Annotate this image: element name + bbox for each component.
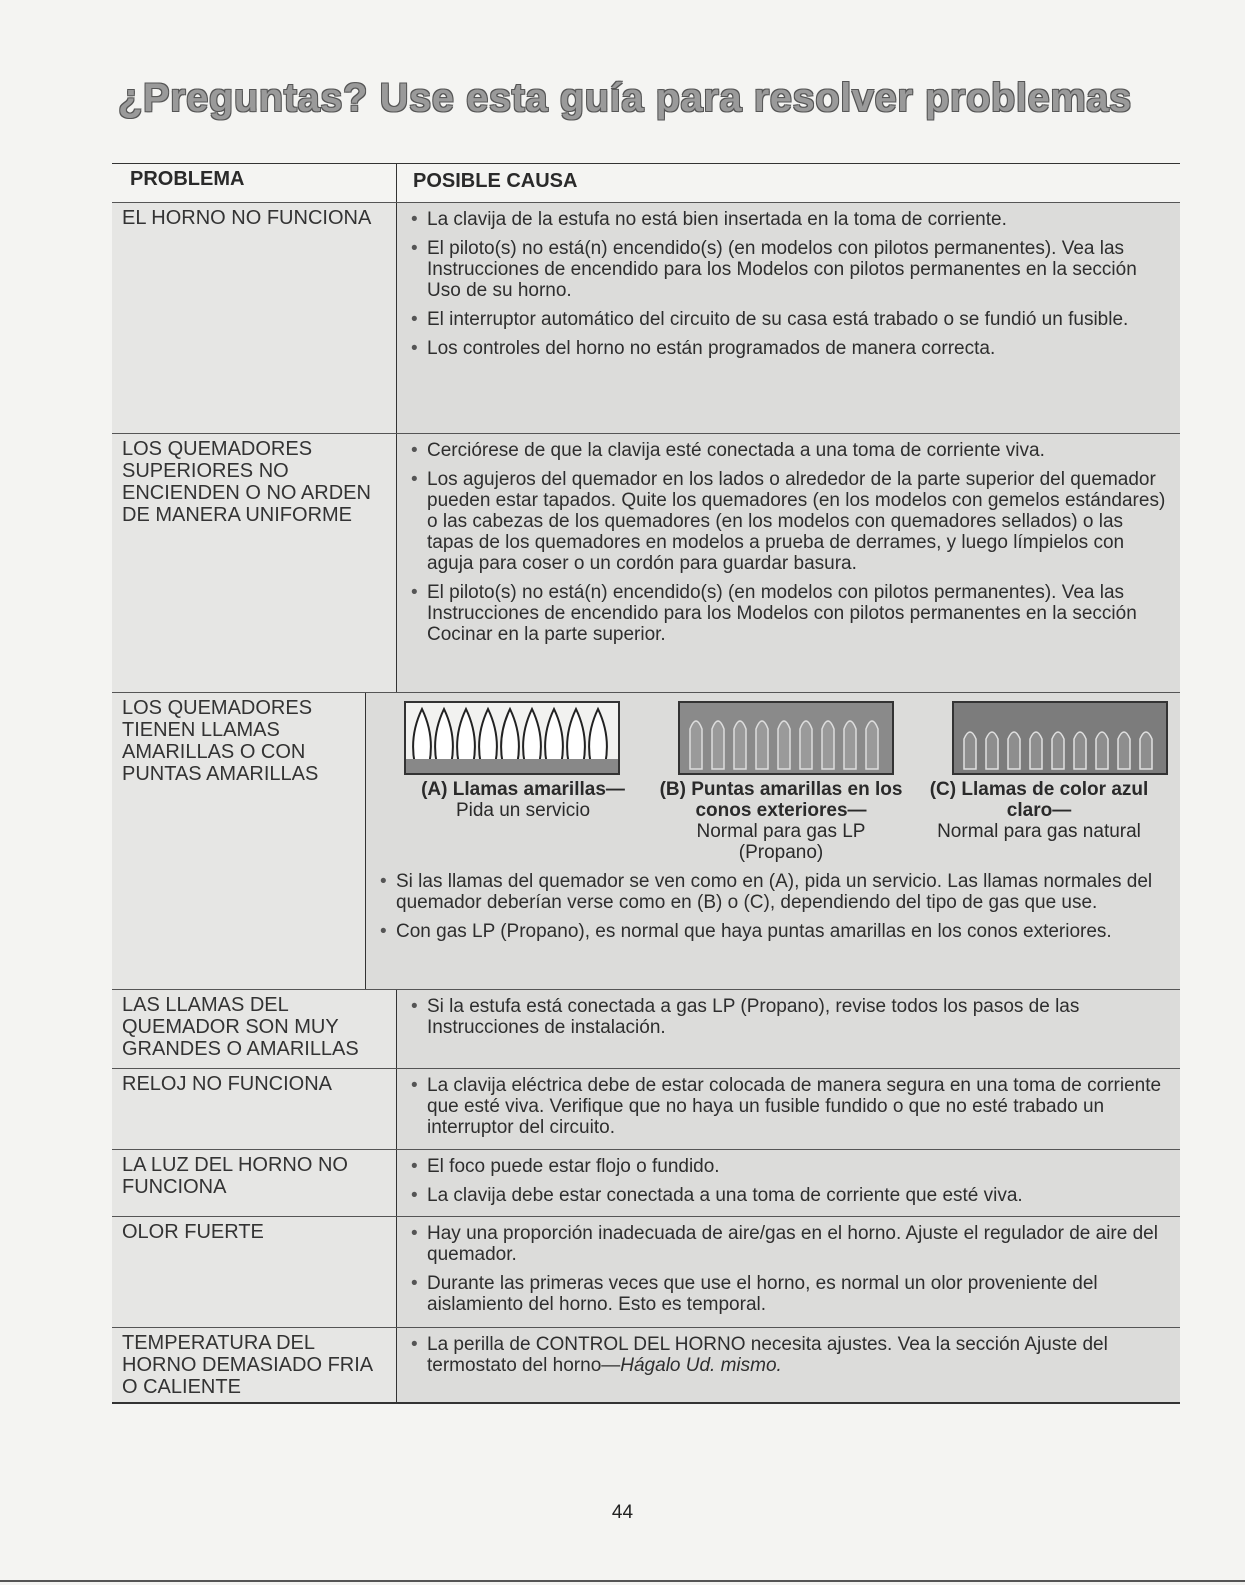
- problem-cell: OLOR FUERTE: [112, 1217, 397, 1327]
- problem-cell: LOS QUEMADORES SUPERIORES NO ENCIENDEN O NO ARDEN DE MANERA UNIFORME: [112, 434, 397, 692]
- yellow-tipped-flames-icon: [678, 701, 894, 775]
- table-row: [112, 692, 1180, 989]
- yellow-flames-icon: [404, 701, 620, 775]
- cause-cell: [397, 203, 1180, 433]
- cause-item: • Si la estufa está conectada a gas LP (Propano), revise todos los pasos de las Instrucciones de instalación.: [411, 996, 1174, 1038]
- cause-cell: [366, 693, 1180, 989]
- cause-cell: [397, 1217, 1180, 1327]
- cause-item: • El piloto(s) no está(n) encendido(s) (en modelos con pilotos permanentes). Vea las Instrucciones de encendido para los Modelos con pilotos permanentes en la sección Cocinar en la parte superior.: [411, 582, 1174, 645]
- cause-item: • El piloto(s) no está(n) encendido(s) (en modelos con pilotos permanentes). Vea las Instrucciones de encendido para los Modelos con pilotos permanentes en la sección Uso de su horno.: [411, 238, 1174, 301]
- cause-cell: [397, 1069, 1180, 1149]
- problem-cell: LA LUZ DEL HORNO NO FUNCIONA: [112, 1150, 397, 1216]
- page-title: ¿Preguntas? Use esta guía para resolver problemas: [118, 76, 1132, 120]
- flame-caption: (B) Puntas amarillas en los conos exteriores— Normal para gas LP (Propano): [659, 779, 903, 863]
- cause-cell: [397, 990, 1180, 1068]
- header-cause: POSIBLE CAUSA: [413, 170, 578, 192]
- cause-item: • Durante las primeras veces que use el horno, es normal un olor proveniente del aislamiento del horno. Esto es temporal.: [411, 1273, 1174, 1315]
- cause-item: • El interruptor automático del circuito de su casa está trabado o se fundió un fusible.: [411, 309, 1174, 330]
- cause-item: • Si las llamas del quemador se ven como en (A), pida un servicio. Las llamas normales del quemador deberían verse como en (B) o (C), dependiendo del tipo de gas que use.: [380, 871, 1174, 913]
- page-number: 44: [611, 1502, 634, 1523]
- cause-item: • La clavija de la estufa no está bien insertada en la toma de corriente.: [411, 209, 1174, 230]
- problem-cell: EL HORNO NO FUNCIONA: [112, 203, 397, 433]
- table-row: [112, 1327, 1180, 1402]
- table-row: [112, 1216, 1180, 1327]
- flame-captions: [380, 775, 1174, 869]
- cause-cell: [397, 434, 1180, 692]
- cause-cell: [397, 1328, 1180, 1402]
- problem-cell: LOS QUEMADORES TIENEN LLAMAS AMARILLAS O CON PUNTAS AMARILLAS: [112, 693, 366, 989]
- cause-item: • Cerciórese de que la clavija esté conectada a una toma de corriente viva.: [411, 440, 1174, 461]
- page-bottom-rule: [0, 1580, 1245, 1582]
- cause-item: • La clavija eléctrica debe de estar colocada de manera segura en una toma de corriente que esté viva. Verifique que no haya un fusible fundido o que no esté trabado un interruptor del circuito.: [411, 1075, 1174, 1138]
- flame-caption: (C) Llamas de color azul claro— Normal para gas natural: [929, 779, 1149, 842]
- table-row: [112, 989, 1180, 1068]
- cause-item: • Los controles del horno no están programados de manera correcta.: [411, 338, 1174, 359]
- table-row: [112, 433, 1180, 692]
- troubleshooting-table: [112, 163, 1180, 1404]
- cause-item: • Con gas LP (Propano), es normal que haya puntas amarillas en los conos exteriores.: [380, 921, 1174, 942]
- table-header: [112, 163, 1180, 202]
- table-row: [112, 1149, 1180, 1216]
- table-row: [112, 1068, 1180, 1149]
- problem-cell: LAS LLAMAS DEL QUEMADOR SON MUY GRANDES O AMARILLAS: [112, 990, 397, 1068]
- header-problem: PROBLEMA: [112, 164, 397, 202]
- cause-item: • Hay una proporción inadecuada de aire/gas en el horno. Ajuste el regulador de aire del quemador.: [411, 1223, 1174, 1265]
- problem-cell: RELOJ NO FUNCIONA: [112, 1069, 397, 1149]
- problem-cell: TEMPERATURA DEL HORNO DEMASIADO FRIA O CALIENTE: [112, 1328, 397, 1402]
- cause-item: • Los agujeros del quemador en los lados o alrededor de la parte superior del quemador pueden estar tapados. Quite los quemadores (en los modelos con gemelos estándares) o las cabezas de los quemadores (en los modelos con quemadores sellados) o las tapas de los quemadores en modelos a prueba de derrames, y luego límpielos con aguja para coser o un cordón para guardar basura.: [411, 469, 1174, 574]
- table-row: [112, 202, 1180, 433]
- cause-item: • La perilla de CONTROL DEL HORNO necesita ajustes. Vea la sección Ajuste del termostato del horno—Hágalo Ud. mismo.: [411, 1334, 1174, 1376]
- cause-item: • La clavija debe estar conectada a una toma de corriente que esté viva.: [411, 1185, 1174, 1206]
- cause-item: • El foco puede estar flojo o fundido.: [411, 1156, 1174, 1177]
- cause-cell: [397, 1150, 1180, 1216]
- blue-flames-icon: [952, 701, 1168, 775]
- flame-caption: (A) Llamas amarillas— Pida un servicio: [421, 779, 625, 821]
- flame-diagrams: [380, 697, 1174, 775]
